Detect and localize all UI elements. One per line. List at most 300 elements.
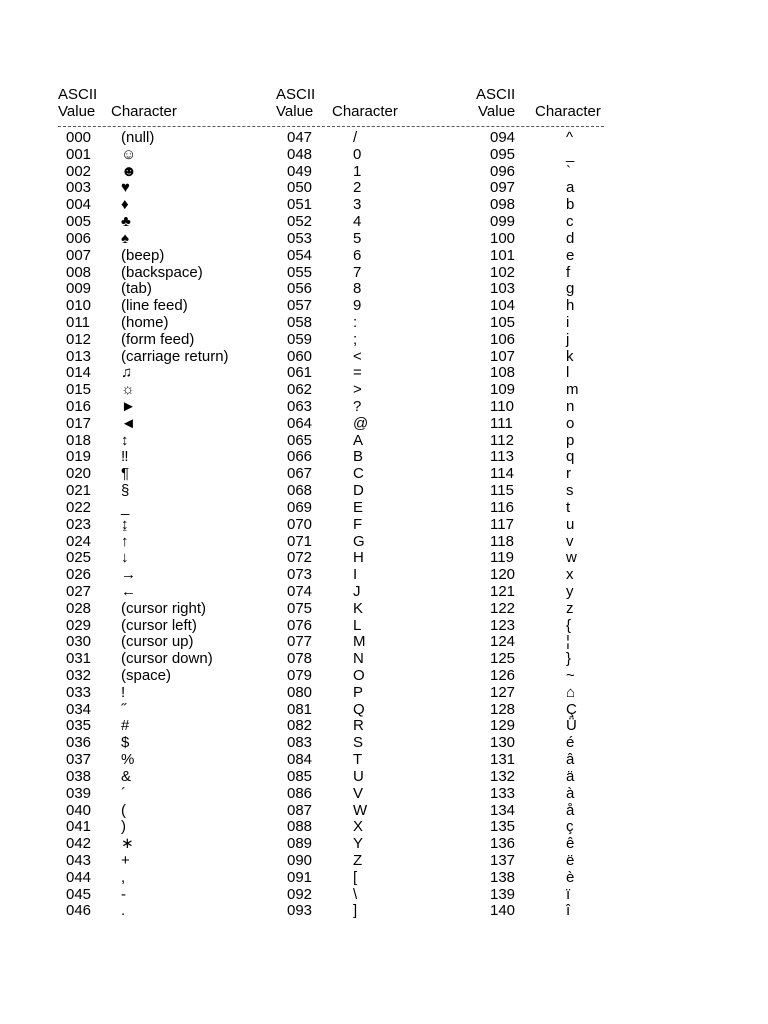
ascii-character: E <box>353 498 364 516</box>
ascii-value: 045 <box>66 885 92 903</box>
ascii-character: F <box>353 515 363 533</box>
ascii-value: 023 <box>66 515 92 533</box>
table-row <box>490 180 610 197</box>
table-row <box>490 332 610 349</box>
table-row <box>66 903 266 920</box>
ascii-value: 021 <box>66 482 92 500</box>
ascii-character: s <box>566 482 574 500</box>
ascii-value: 010 <box>66 297 92 315</box>
ascii-value: 028 <box>66 599 92 617</box>
ascii-character: } <box>566 650 572 668</box>
ascii-value: 096 <box>490 162 516 180</box>
ascii-value: 076 <box>287 616 313 634</box>
ascii-value: 128 <box>490 700 516 718</box>
table-row <box>490 382 610 399</box>
ascii-value: 127 <box>490 683 516 701</box>
ascii-value: 060 <box>287 347 313 365</box>
ascii-value: 093 <box>287 902 313 920</box>
ascii-value: 091 <box>287 868 313 886</box>
ascii-character: Z <box>353 851 363 869</box>
ascii-character: o <box>566 414 575 432</box>
table-row <box>490 735 610 752</box>
ascii-value: 009 <box>66 280 92 298</box>
table-row <box>490 550 610 567</box>
table-row <box>490 887 610 904</box>
table-row <box>66 718 266 735</box>
ascii-character: g <box>566 280 575 298</box>
ascii-value: 109 <box>490 381 516 399</box>
table-row <box>287 180 407 197</box>
ascii-value: 025 <box>66 549 92 567</box>
table-row <box>490 315 610 332</box>
ascii-value: 073 <box>287 566 313 584</box>
table-row <box>287 197 407 214</box>
table-row <box>66 769 266 786</box>
ascii-character: b <box>566 196 575 214</box>
ascii-character: é <box>566 734 575 752</box>
table-row <box>287 870 407 887</box>
ascii-character: w <box>566 549 577 567</box>
ascii-character: m <box>566 381 579 399</box>
ascii-character: ¦ <box>566 633 570 651</box>
table-row <box>66 298 266 315</box>
table-row <box>490 567 610 584</box>
table-row <box>66 735 266 752</box>
table-row <box>66 433 266 450</box>
ascii-value: 121 <box>490 582 516 600</box>
table-row <box>287 281 407 298</box>
table-row <box>490 786 610 803</box>
table-row <box>490 416 610 433</box>
ascii-value: 112 <box>490 431 514 449</box>
ascii-value: 052 <box>287 213 313 231</box>
ascii-character: 7 <box>353 263 362 281</box>
table-row <box>490 718 610 735</box>
table-row <box>66 130 266 147</box>
ascii-character: y <box>566 582 574 600</box>
ascii-character: W <box>353 801 368 819</box>
ascii-character: 4 <box>353 213 362 231</box>
table-row <box>287 298 407 315</box>
ascii-value: 080 <box>287 683 313 701</box>
ascii-character: ï <box>566 885 571 903</box>
ascii-character: ~ <box>566 667 575 684</box>
ascii-character: ) <box>121 818 126 836</box>
ascii-character: ¶ <box>121 465 130 483</box>
ascii-value: 086 <box>287 784 313 802</box>
ascii-value: 136 <box>490 835 516 853</box>
ascii-value: 077 <box>287 633 313 651</box>
table-row <box>287 567 407 584</box>
ascii-value: 026 <box>66 566 92 584</box>
ascii-character: u <box>566 515 575 533</box>
ascii-character: : <box>353 313 358 331</box>
ascii-character: (cursor down) <box>121 650 213 668</box>
ascii-character: (tab) <box>121 280 152 298</box>
table-row <box>490 803 610 820</box>
ascii-value: 103 <box>490 280 516 298</box>
ascii-character: 5 <box>353 229 362 247</box>
ascii-character: å <box>566 801 575 819</box>
ascii-value: 005 <box>66 213 92 231</box>
ascii-character: 8 <box>353 280 362 298</box>
table-row <box>287 769 407 786</box>
table-row <box>287 903 407 920</box>
ascii-character: â <box>566 751 575 769</box>
ascii-character: X <box>353 818 364 836</box>
ascii-character: p <box>566 431 575 449</box>
table-row <box>490 231 610 248</box>
table-row <box>490 197 610 214</box>
table-row <box>66 147 266 164</box>
ascii-value: 003 <box>66 179 92 197</box>
ascii-value: 084 <box>287 751 313 769</box>
ascii-value: 018 <box>66 431 92 449</box>
ascii-character: c <box>566 213 574 231</box>
table-row <box>490 164 610 181</box>
table-row <box>66 349 266 366</box>
table-row <box>287 752 407 769</box>
ascii-character: z <box>566 599 574 617</box>
ascii-value: 115 <box>490 482 514 500</box>
table-column-1 <box>66 130 266 920</box>
table-row <box>490 433 610 450</box>
col3-header-character: Character <box>535 103 601 120</box>
ascii-character: (space) <box>121 667 172 684</box>
table-row <box>66 685 266 702</box>
col1-header-ascii: ASCII <box>58 86 98 103</box>
col2-header-ascii: ASCII <box>276 86 316 103</box>
ascii-value: 129 <box>490 717 516 735</box>
ascii-character: ` <box>566 162 571 180</box>
table-row <box>66 500 266 517</box>
ascii-character: ∗ <box>121 835 134 853</box>
ascii-value: 031 <box>66 650 92 668</box>
ascii-value: 070 <box>287 515 313 533</box>
ascii-value: 110 <box>490 398 514 415</box>
table-row <box>66 601 266 618</box>
ascii-character: n <box>566 398 575 415</box>
ascii-value: 017 <box>66 414 92 432</box>
ascii-value: 053 <box>287 229 313 247</box>
ascii-value: 040 <box>66 801 92 819</box>
table-row <box>287 399 407 416</box>
ascii-value: 094 <box>490 129 516 146</box>
table-row <box>66 870 266 887</box>
table-row <box>287 382 407 399</box>
table-row <box>287 214 407 231</box>
ascii-value: 131 <box>490 751 516 769</box>
table-row <box>490 819 610 836</box>
table-row <box>66 803 266 820</box>
ascii-value: 118 <box>490 532 514 550</box>
ascii-character: B <box>353 448 364 466</box>
ascii-character: _ <box>566 145 575 163</box>
table-row <box>66 836 266 853</box>
ascii-character: ☻ <box>121 162 137 180</box>
ascii-value: 056 <box>287 280 313 298</box>
col2-header-character: Character <box>332 103 398 120</box>
ascii-character: ë <box>566 851 575 869</box>
ascii-value: 033 <box>66 683 92 701</box>
ascii-value: 133 <box>490 784 516 802</box>
ascii-character: T <box>353 751 363 769</box>
ascii-value: 042 <box>66 835 92 853</box>
ascii-character: q <box>566 448 575 466</box>
ascii-character: k <box>566 347 574 365</box>
ascii-value: 008 <box>66 263 92 281</box>
ascii-character: \ <box>353 885 358 903</box>
table-row <box>66 164 266 181</box>
ascii-value: 105 <box>490 313 516 331</box>
ascii-character: (cursor right) <box>121 599 207 617</box>
header-divider <box>58 126 604 127</box>
table-row <box>490 651 610 668</box>
ascii-value: 059 <box>287 330 313 348</box>
ascii-value: 116 <box>490 498 514 516</box>
ascii-character: + <box>121 851 130 869</box>
table-row <box>490 466 610 483</box>
ascii-character: h <box>566 297 575 315</box>
table-row <box>66 365 266 382</box>
table-row <box>287 517 407 534</box>
ascii-character: e <box>566 246 575 264</box>
ascii-value: 011 <box>66 313 90 331</box>
ascii-character: ? <box>353 398 362 415</box>
table-row <box>66 702 266 719</box>
table-row <box>287 265 407 282</box>
table-row <box>66 332 266 349</box>
ascii-value: 064 <box>287 414 313 432</box>
ascii-character: ê <box>566 835 575 853</box>
ascii-value: 007 <box>66 246 92 264</box>
ascii-character: ♠ <box>121 229 129 247</box>
table-row <box>287 466 407 483</box>
ascii-character: à <box>566 784 575 802</box>
ascii-value: 037 <box>66 751 92 769</box>
ascii-value: 132 <box>490 767 516 785</box>
table-column-2 <box>287 130 407 920</box>
ascii-character: → <box>121 566 136 584</box>
ascii-value: 019 <box>66 448 92 466</box>
ascii-character: x <box>566 566 574 584</box>
ascii-character: Ç <box>566 700 577 718</box>
ascii-character: & <box>121 767 132 785</box>
ascii-character: K <box>353 599 364 617</box>
ascii-character: 3 <box>353 196 362 214</box>
table-row <box>66 618 266 635</box>
ascii-value: 100 <box>490 229 516 247</box>
table-row <box>490 130 610 147</box>
ascii-value: 006 <box>66 229 92 247</box>
ascii-value: 099 <box>490 213 516 231</box>
ascii-value: 067 <box>287 465 313 483</box>
table-row <box>287 786 407 803</box>
ascii-character: ^ <box>566 129 574 146</box>
ascii-value: 046 <box>66 902 92 920</box>
table-row <box>287 483 407 500</box>
table-row <box>287 735 407 752</box>
ascii-value: 012 <box>66 330 92 348</box>
ascii-value: 013 <box>66 347 92 365</box>
ascii-character: (carriage return) <box>121 347 229 365</box>
table-row <box>66 214 266 231</box>
ascii-value: 078 <box>287 650 313 668</box>
table-row <box>66 668 266 685</box>
ascii-value: 106 <box>490 330 516 348</box>
table-row <box>66 231 266 248</box>
ascii-value: 069 <box>287 498 313 516</box>
ascii-character: 2 <box>353 179 362 197</box>
table-row <box>490 685 610 702</box>
ascii-value: 090 <box>287 851 313 869</box>
ascii-character: # <box>121 717 130 735</box>
ascii-value: 066 <box>287 448 313 466</box>
ascii-value: 122 <box>490 599 516 617</box>
ascii-character: v <box>566 532 574 550</box>
ascii-value: 058 <box>287 313 313 331</box>
ascii-character: D <box>353 482 364 500</box>
table-row <box>490 836 610 853</box>
ascii-value: 072 <box>287 549 313 567</box>
table-row <box>287 601 407 618</box>
ascii-character: , <box>121 868 126 886</box>
table-row <box>490 147 610 164</box>
ascii-character: [ <box>353 868 358 886</box>
table-row <box>490 265 610 282</box>
ascii-value: 119 <box>490 549 514 567</box>
ascii-character: ← <box>121 582 136 600</box>
table-row <box>490 349 610 366</box>
ascii-character: l <box>566 364 570 382</box>
ascii-character: i <box>566 313 570 331</box>
table-row <box>287 819 407 836</box>
table-row <box>287 416 407 433</box>
table-row <box>66 449 266 466</box>
table-row <box>490 870 610 887</box>
table-row <box>287 618 407 635</box>
ascii-character: Y <box>353 835 364 853</box>
ascii-value: 082 <box>287 717 313 735</box>
ascii-character: R <box>353 717 364 735</box>
ascii-character: f <box>566 263 571 281</box>
table-row <box>287 651 407 668</box>
ascii-character: ► <box>121 398 136 415</box>
col1-header-character: Character <box>111 103 177 120</box>
table-row <box>66 853 266 870</box>
ascii-value: 062 <box>287 381 313 399</box>
ascii-character: ↕ <box>121 431 129 449</box>
ascii-character: > <box>353 381 362 399</box>
ascii-value: 022 <box>66 498 92 516</box>
ascii-value: 098 <box>490 196 516 214</box>
ascii-value: 051 <box>287 196 313 214</box>
ascii-character: è <box>566 868 575 886</box>
table-row <box>66 466 266 483</box>
ascii-character: G <box>353 532 365 550</box>
ascii-character: S <box>353 734 364 752</box>
table-column-3 <box>490 130 610 920</box>
ascii-character: d <box>566 229 575 247</box>
ascii-character: O <box>353 667 365 684</box>
ascii-character: < <box>353 347 362 365</box>
ascii-value: 117 <box>490 515 514 533</box>
ascii-value: 041 <box>66 818 92 836</box>
ascii-value: 088 <box>287 818 313 836</box>
table-row <box>66 584 266 601</box>
ascii-value: 079 <box>287 667 313 684</box>
ascii-value: 087 <box>287 801 313 819</box>
ascii-character: $ <box>121 734 130 752</box>
ascii-character: î <box>566 902 571 920</box>
ascii-value: 135 <box>490 818 516 836</box>
ascii-value: 075 <box>287 599 313 617</box>
table-row <box>490 500 610 517</box>
ascii-character: ˝ <box>121 700 126 718</box>
ascii-value: 061 <box>287 364 313 382</box>
ascii-character: ↨ <box>121 515 129 533</box>
table-row <box>287 853 407 870</box>
ascii-value: 074 <box>287 582 313 600</box>
ascii-value: 101 <box>490 246 516 264</box>
ascii-character: 1 <box>353 162 362 180</box>
table-row <box>287 248 407 265</box>
table-row <box>287 433 407 450</box>
ascii-value: 068 <box>287 482 313 500</box>
table-row <box>490 517 610 534</box>
table-row <box>66 517 266 534</box>
table-row <box>287 685 407 702</box>
ascii-character: ♥ <box>121 179 130 197</box>
ascii-character: ♫ <box>121 364 133 382</box>
table-row <box>66 786 266 803</box>
ascii-value: 095 <box>490 145 516 163</box>
ascii-character: ç <box>566 818 574 836</box>
ascii-value: 036 <box>66 734 92 752</box>
ascii-character: r <box>566 465 571 483</box>
ascii-value: 134 <box>490 801 516 819</box>
table-row <box>66 819 266 836</box>
ascii-character: H <box>353 549 364 567</box>
ascii-value: 015 <box>66 381 92 399</box>
ascii-character: ä <box>566 767 575 785</box>
table-row <box>66 315 266 332</box>
table-row <box>66 534 266 551</box>
ascii-character: t <box>566 498 571 516</box>
table-row <box>287 365 407 382</box>
ascii-value: 048 <box>287 145 313 163</box>
ascii-value: 030 <box>66 633 92 651</box>
ascii-character: 6 <box>353 246 362 264</box>
ascii-character: (line feed) <box>121 297 188 315</box>
table-row <box>490 298 610 315</box>
ascii-value: 014 <box>66 364 92 382</box>
ascii-character: ´ <box>121 784 126 802</box>
ascii-value: 054 <box>287 246 313 264</box>
ascii-value: 035 <box>66 717 92 735</box>
table-row <box>287 836 407 853</box>
ascii-value: 034 <box>66 700 92 718</box>
ascii-character: { <box>566 616 572 634</box>
ascii-character: L <box>353 616 362 634</box>
table-row <box>287 500 407 517</box>
ascii-value: 000 <box>66 129 92 146</box>
ascii-value: 107 <box>490 347 516 365</box>
ascii-value: 123 <box>490 616 516 634</box>
ascii-character: = <box>353 364 362 382</box>
ascii-value: 114 <box>490 465 514 483</box>
table-row <box>490 248 610 265</box>
